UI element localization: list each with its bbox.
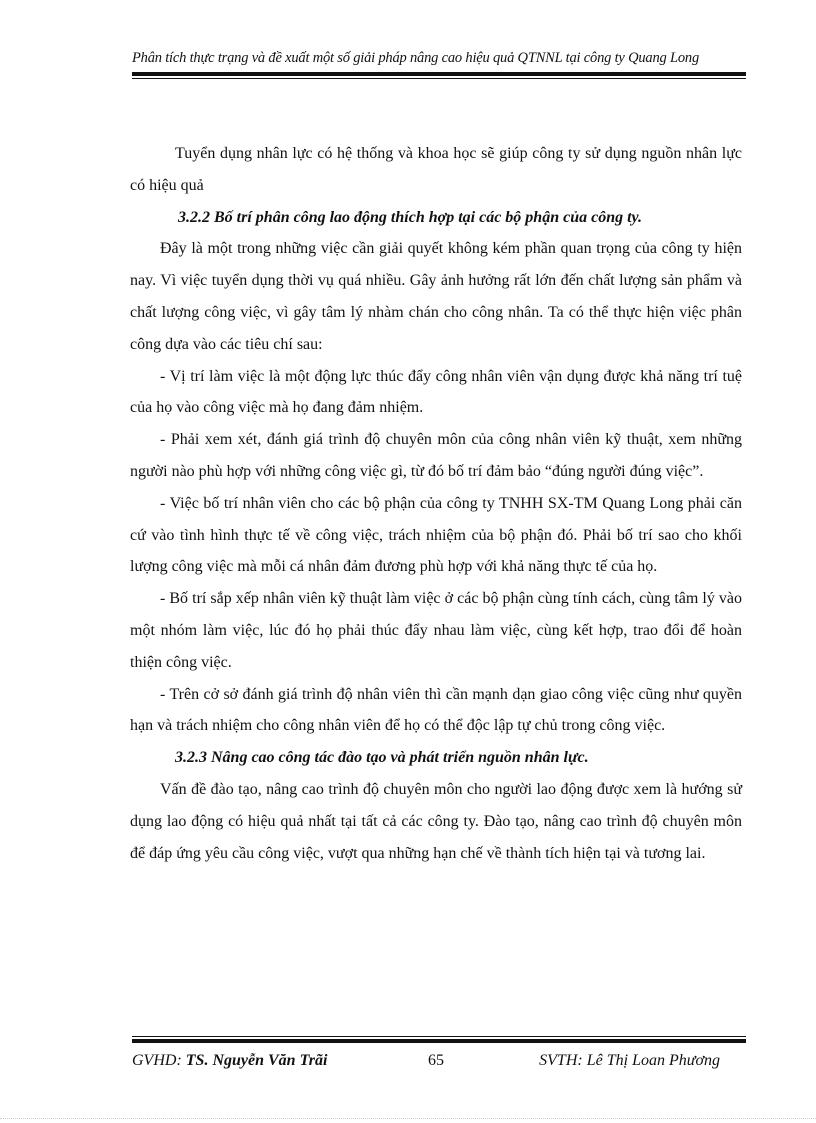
supervisor-name: TS. Nguyễn Văn Trãi xyxy=(185,1052,328,1069)
footer-supervisor xyxy=(132,1052,327,1070)
page-body xyxy=(130,138,742,869)
bullet-paragraph: - Trên cở sở đánh giá trình độ nhân viên thì cần mạnh dạn giao công việc cũng như quyền hạn và trách nhiệm cho công nhân viên để họ có thể độc lập tự chủ trong công việc. xyxy=(130,685,742,735)
body-paragraph: Đây là một trong những việc cần giải quyết không kém phần quan trọng của công ty hiện nay. Vì việc tuyển dụng thời vụ quá nhiều. Gây ảnh hưởng rất lớn đến chất lượng sản phẩm và chất lượng công việc, vì gây tâm lý nhàm chán cho công nhân. Ta có thể thực hiện việc phân công dựa vào các tiêu chí sau: xyxy=(130,240,742,353)
bullet-paragraph: - Vị trí làm việc là một động lực thúc đẩy công nhân viên vận dụng được khả năng trí tuệ của họ vào công việc mà họ đang đảm nhiệm. xyxy=(130,367,742,417)
bullet-paragraph: - Bố trí sắp xếp nhân viên kỹ thuật làm việc ở các bộ phận cùng tính cách, cùng tâm lý vào một nhóm làm việc, lúc đó họ phải thúc đẩy nhau làm việc, cùng kết hợp, trao đổi để hoàn thiện công việc. xyxy=(130,590,742,671)
footer-student xyxy=(539,1052,720,1070)
intro-paragraph: Tuyển dụng nhân lực có hệ thống và khoa học sẽ giúp công ty sử dụng nguồn nhân lực có hiệu quả xyxy=(130,145,742,194)
footer-rule-thick xyxy=(132,1039,746,1043)
bullet-paragraph: - Việc bố trí nhân viên cho các bộ phận của công ty TNHH SX-TM Quang Long phải căn cứ vào tình hình thực tế về công việc, trách nhiệm của bộ phận đó. Phải bố trí sao cho khối lượng công việc mà mỗi cá nhân đảm đương phù hợp với khả năng thực tế của họ. xyxy=(130,494,742,576)
bullet-paragraph: - Phải xem xét, đánh giá trình độ chuyên môn của công nhân viên kỹ thuật, xem những người nào phù hợp với những công việc gì, từ đó bố trí đảm bảo “đúng người đúng việc”. xyxy=(130,431,742,480)
footer-rule-thin xyxy=(132,1036,746,1037)
page-number: 65 xyxy=(428,1052,444,1069)
header-rule-thick xyxy=(132,72,746,76)
page-edge-divider xyxy=(0,1118,816,1119)
footer-row xyxy=(132,1052,746,1076)
section-heading-3-2-3: 3.2.3 Nâng cao công tác đào tạo và phát triển nguồn nhân lực. xyxy=(175,749,589,767)
body-paragraph: Vấn đề đào tạo, nâng cao trình độ chuyên môn cho người lao động được xem là hướng sử dụng lao động có hiệu quả nhất tại tất cả các công ty. Đào tạo, nâng cao trình độ chuyên môn để đáp ứng yêu cầu công việc, vượt qua những hạn chế về thành tích hiện tại và tương lai. xyxy=(130,780,742,862)
supervisor-label: GVHD: xyxy=(132,1052,186,1069)
page-footer xyxy=(132,1036,746,1076)
header-title: Phân tích thực trạng và đề xuất một số giải pháp nâng cao hiệu quả QTNNL tại công ty Quang Long xyxy=(132,50,700,66)
header-rule-thin xyxy=(132,78,746,79)
student-label: SVTH: xyxy=(539,1052,587,1069)
student-name: Lê Thị Loan Phương xyxy=(586,1052,720,1069)
page-header xyxy=(132,50,746,79)
section-heading-3-2-2: 3.2.2 Bố trí phân công lao động thích hợp tại các bộ phận của công ty. xyxy=(178,208,643,226)
